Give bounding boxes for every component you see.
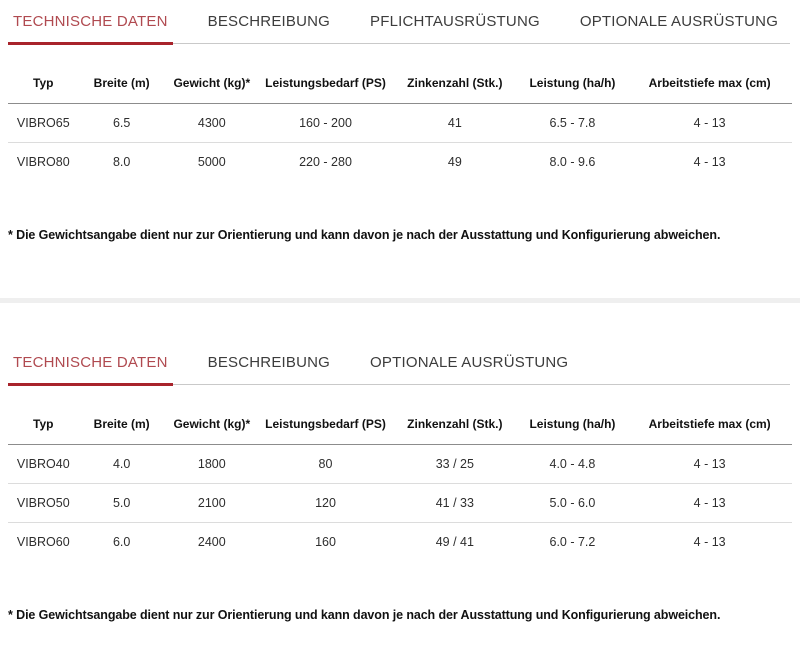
- cell-leistungsbedarf: 80: [259, 445, 392, 484]
- spec-table-vibro-large: [8, 62, 792, 181]
- cell-arbeitstiefe: 4 - 13: [627, 445, 792, 484]
- cell-gewicht: 5000: [197, 155, 226, 169]
- cell-gewicht: 1800: [165, 445, 259, 484]
- col-header-typ: Typ: [8, 403, 79, 445]
- table-row: [8, 445, 792, 484]
- table-row: [8, 143, 792, 182]
- cell-zinkenzahl: 41 / 33: [392, 484, 517, 523]
- cell-leistung: 6.5 - 7.8: [518, 104, 628, 143]
- tab-optionale-ausruestung[interactable]: OPTIONALE AUSRÜSTUNG: [579, 13, 779, 30]
- table-header-row: [8, 62, 792, 104]
- cell-zinkenzahl: 33 / 25: [392, 445, 517, 484]
- cell-breite: 6.0: [112, 535, 131, 549]
- tab-beschreibung[interactable]: BESCHREIBUNG: [207, 354, 331, 371]
- tabbar-top: [8, 10, 790, 44]
- cell-gewicht: 2100: [165, 484, 259, 523]
- cell-leistungsbedarf: 120: [259, 484, 392, 523]
- col-header-breite: Breite (m): [79, 403, 165, 445]
- tab-pflichtausruestung[interactable]: PFLICHTAUSRÜSTUNG: [370, 13, 540, 30]
- cell-breite: 6.5: [79, 104, 165, 143]
- cell-arbeitstiefe: 4 - 13: [693, 535, 726, 549]
- cell-typ: VIBRO60: [16, 535, 70, 549]
- cell-zinkenzahl: 49: [447, 155, 462, 169]
- weight-footnote: * Die Gewichtsangabe dient nur zur Orientierung und kann davon je nach der Ausstattung und Konfigurierung abweichen.: [8, 608, 721, 622]
- cell-arbeitstiefe: 4 - 13: [627, 104, 792, 143]
- cell-leistungsbedarf: 160: [315, 535, 336, 549]
- cell-breite: 4.0: [79, 445, 165, 484]
- spec-section-vibro-small: [8, 351, 792, 634]
- col-header-zinkenzahl: Zinkenzahl (Stk.): [392, 62, 517, 104]
- cell-leistung: 4.0 - 4.8: [518, 445, 628, 484]
- cell-leistung: 6.0 - 7.2: [549, 535, 596, 549]
- tab-technische-daten[interactable]: TECHNISCHE DATEN: [8, 10, 173, 45]
- cell-leistung: 5.0 - 6.0: [518, 484, 628, 523]
- col-header-leistung: Leistung (ha/h): [518, 62, 628, 104]
- cell-leistungsbedarf: 220 - 280: [299, 155, 352, 169]
- cell-typ: VIBRO40: [8, 445, 79, 484]
- cell-breite: 8.0: [112, 155, 131, 169]
- page: [0, 10, 800, 634]
- col-header-gewicht: Gewicht (kg)*: [165, 62, 259, 104]
- cell-leistungsbedarf: 160 - 200: [259, 104, 392, 143]
- cell-breite: 5.0: [79, 484, 165, 523]
- cell-typ: VIBRO50: [8, 484, 79, 523]
- tab-optionale-ausruestung[interactable]: OPTIONALE AUSRÜSTUNG: [370, 354, 569, 371]
- col-header-leistungsbedarf: Leistungsbedarf (PS): [259, 403, 392, 445]
- weight-footnote: * Die Gewichtsangabe dient nur zur Orientierung und kann davon je nach der Ausstattung und Konfigurierung abweichen.: [8, 228, 721, 242]
- table-row: [8, 484, 792, 523]
- col-header-gewicht: Gewicht (kg)*: [165, 403, 259, 445]
- tabbar-bottom: [8, 351, 790, 385]
- col-header-arbeitstiefe: Arbeitstiefe max (cm): [627, 62, 792, 104]
- cell-gewicht: 4300: [165, 104, 259, 143]
- col-header-zinkenzahl: Zinkenzahl (Stk.): [392, 403, 517, 445]
- col-header-arbeitstiefe: Arbeitstiefe max (cm): [627, 403, 792, 445]
- cell-zinkenzahl: 41: [392, 104, 517, 143]
- cell-gewicht: 2400: [197, 535, 226, 549]
- col-header-leistungsbedarf: Leistungsbedarf (PS): [259, 62, 392, 104]
- col-header-breite: Breite (m): [79, 62, 165, 104]
- spec-section-vibro-large: [8, 10, 792, 298]
- table-header-row: [8, 403, 792, 445]
- cell-arbeitstiefe: 4 - 13: [627, 484, 792, 523]
- spec-table-vibro-small: [8, 403, 792, 561]
- table-row: [8, 523, 792, 562]
- tab-technische-daten[interactable]: TECHNISCHE DATEN: [8, 351, 173, 386]
- col-header-typ: Typ: [8, 62, 79, 104]
- tab-beschreibung[interactable]: BESCHREIBUNG: [207, 13, 331, 30]
- cell-leistung: 8.0 - 9.6: [549, 155, 596, 169]
- cell-typ: VIBRO80: [16, 155, 70, 169]
- cell-arbeitstiefe: 4 - 13: [693, 155, 726, 169]
- col-header-leistung: Leistung (ha/h): [518, 403, 628, 445]
- cell-typ: VIBRO65: [8, 104, 79, 143]
- table-row: [8, 104, 792, 143]
- section-divider: [0, 298, 800, 303]
- cell-zinkenzahl: 49 / 41: [435, 535, 474, 549]
